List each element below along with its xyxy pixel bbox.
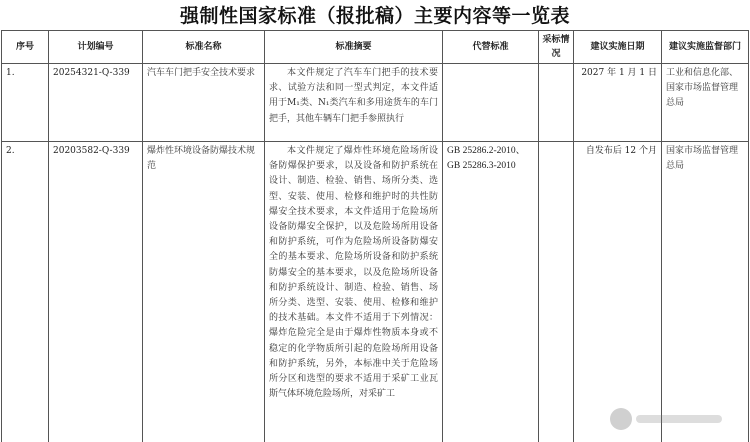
cell-date: 自发布后 12 个月 (574, 142, 662, 442)
header-collected: 采标情况 (539, 31, 574, 64)
cell-dept: 工业和信息化部、国家市场监督管理总局 (662, 64, 749, 142)
cell-abstract: 本文件规定了爆炸性环境危险场所设备防爆保护要求，以及设备和防护系统在设计、制造、检验、销售、场所分类、选型、安装、使用、检修和维护时的共性防爆安全技术要求，本文件适用于危险场所设备防爆安全保护，以及危险场所用设备和防护系统，可作为危险场所设备防爆安全的基本要求、危险场所设备和防护系统防爆安全的基本要求，以及危险场所设备和防护系统设计、制造、检验、销售、场所分类、选型、安装、使用、检修和维护的技术基础。本文件不适用于下列情况：爆炸危险完全是由于爆炸性物质本身或不稳定的化学物质所引起的危险场所用设备和防护系统，另外，本标准中关于危险场所分区和选型的要求不适用于采矿工业瓦斯气体环境危险场所，对采矿工 (265, 142, 443, 442)
cell-index: 1. (2, 64, 49, 142)
cell-dept: 国家市场监督管理总局 (662, 142, 749, 442)
header-replaced: 代替标准 (443, 31, 539, 64)
cell-date: 2027 年 1 月 1 日 (574, 64, 662, 142)
cell-index: 2. (2, 142, 49, 442)
standards-table (1, 30, 749, 442)
cell-abstract: 本文件规定了汽车车门把手的技术要求、试验方法和同一型式判定，本文件适用于M₁类、N₁类汽车和多用途货车的车门把手，其他车辆车门把手参照执行 (265, 64, 443, 142)
header-date: 建议实施日期 (574, 31, 662, 64)
cell-name: 爆炸性环境设备防爆技术规范 (143, 142, 265, 442)
cell-replaced (443, 64, 539, 142)
header-dept: 建议实施监督部门 (662, 31, 749, 64)
table-row (2, 64, 749, 142)
cell-plan-no: 20254321-Q-339 (49, 64, 143, 142)
cell-plan-no: 20203582-Q-339 (49, 142, 143, 442)
header-plan-no: 计划编号 (49, 31, 143, 64)
table-row (2, 142, 749, 442)
watermark-logo-icon (610, 408, 632, 430)
watermark-text (636, 415, 722, 423)
watermark (610, 404, 730, 434)
header-abstract: 标准摘要 (265, 31, 443, 64)
header-row (2, 31, 749, 64)
header-name: 标准名称 (143, 31, 265, 64)
cell-replaced: GB 25286.2-2010、GB 25286.3-2010 (443, 142, 539, 442)
page-title: 强制性国家标准（报批稿）主要内容等一览表 (179, 5, 570, 27)
header-index: 序号 (2, 31, 49, 64)
cell-collected (539, 64, 574, 142)
cell-collected (539, 142, 574, 442)
cell-name: 汽车车门把手安全技术要求 (143, 64, 265, 142)
